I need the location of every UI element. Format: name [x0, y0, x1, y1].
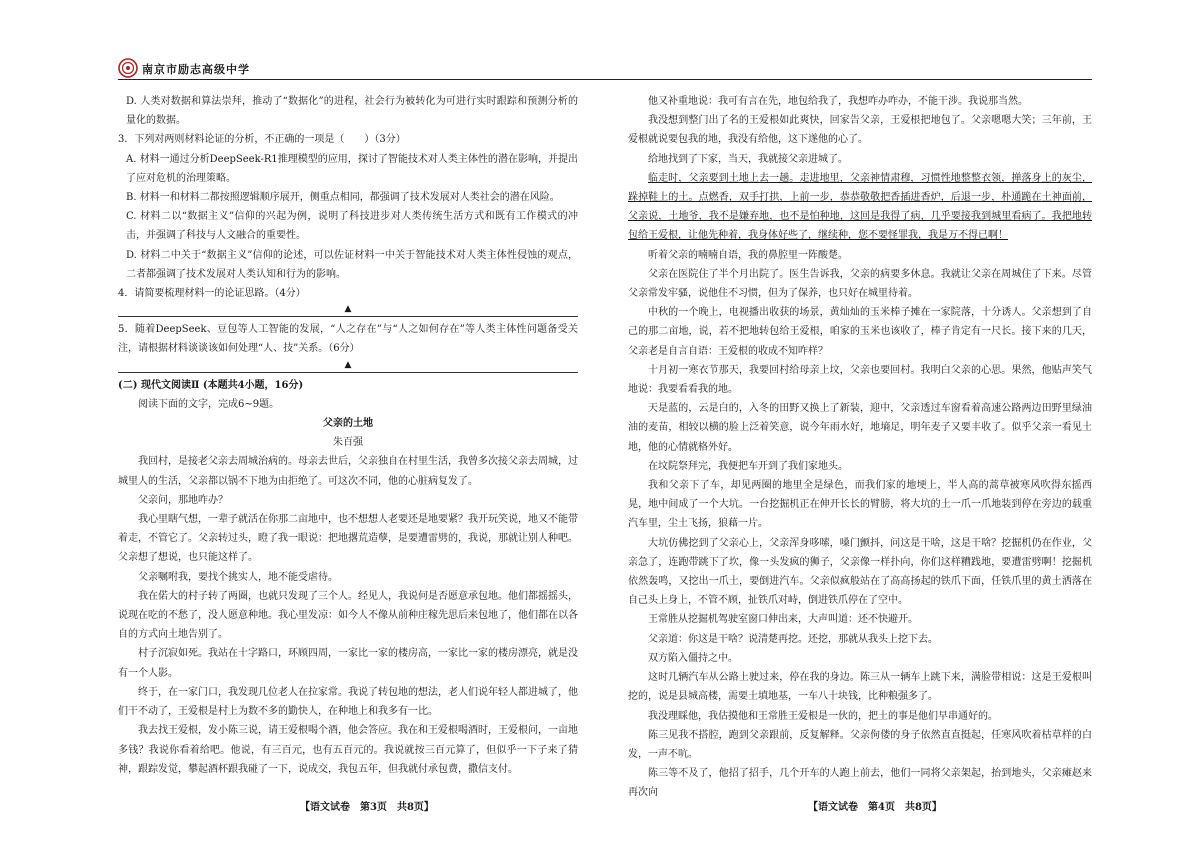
- underlined-paragraph: 临走时，父亲要到土地上去一趟。走进地里，父亲神情肃穆，习惯性地整整衣领，掸落身上的灰尘，跺掉鞋上的土。点燃香，双手打拱，上前一步，恭恭敬敬把香插进香炉，后退一步，朴通跪在土神面前，父亲说，土地爷，我不是嫌弃地，也不是怕种地，这回是我得了病，几乎要接我到城里看病了。我把地转包给王爱根，让他先种着，我身体好些了，继续种，您不要怪罪我，我是万不得已啊！: [628, 172, 1092, 242]
- question-option: C. 材料二以“数据主义”信仰的兴起为例，说明了科技进步对人类传统生活方式和既有工作模式的冲击，并强调了科技与人文融合的重要性。: [126, 211, 578, 242]
- question-option: D. 人类对数据和算法崇拜，推动了“数据化”的进程，社会行为被转化为可进行实时跟踪和预测分析的量化的数据。: [126, 96, 578, 127]
- question-4: 4．请简要梳理材料一的论证思路。（4分）: [118, 288, 306, 300]
- story-paragraph: 这时几辆汽车从公路上驶过来，停在我的身边。陈三从一辆车上跳下来，满脸带相说：这是王爱根叫挖的，说是县城高楼，需要土填地基，一车八十块钱，比种粮强多了。: [628, 672, 1092, 703]
- question-5: 5．随着DeepSeek、豆包等人工智能的发展，“人之存在”与“人之如何存在”等人类主体性问题备受关注，请根据材料谈谈该如何处理“人、技”关系。（6分）: [118, 324, 578, 355]
- story-author: 朱百强: [333, 437, 363, 449]
- story-paragraph: 我没理睬他，我估摸他和王常胜王爱根是一伙的，把土的事是他们早串通好的。: [648, 710, 998, 722]
- story-paragraph: 陈三等不及了，他招了招手，几个开车的人跑上前去，他们一同将父亲架起，抬到地头，父亲瘫赵来再次向: [628, 768, 1092, 799]
- story-paragraph: 我回村，是接老父亲去周城治病的。母亲去世后，父亲独自在村里生活，我曾多次接父亲去周城，过城里人的生活，父亲都以锅不下地为由拒绝了。可这次不同，他的心脏病复发了。: [118, 456, 578, 487]
- question-option: B. 材料一和材料二都按照逻辑顺序展开，侧重点相同，都强调了技术发展对人类社会的潜在风险。: [126, 192, 560, 204]
- right-column: [628, 92, 1092, 803]
- question-option: A. 材料一通过分析DeepSeek-R1推理模型的应用，探讨了智能技术对人类主体性的潜在影响，并提出了应对危机的治理策略。: [126, 153, 578, 184]
- story-paragraph: 父亲问，那地咋办？: [138, 494, 228, 506]
- left-column: [118, 92, 578, 779]
- story-paragraph: 我去找王爱根，发小陈三说，请王爱根喝个酒，他会答应。我在和王爱根喝酒时，王爱根问，一亩地多钱？我说你看着给吧。他说，有三百元，也有五百元的。我说就按三百元算了，但似乎一下子来了猜神，跟踪发觉，攀起酒杯跟我碰了一下，说成交，我包五年，但我就付承包费，撒信支付。: [118, 725, 578, 775]
- story-paragraph: 父亲在医院住了半个月出院了。医生告诉我，父亲的病要多休息。我就让父亲在周城住了下来。尽管父亲常发牢骚，说他住不习惯，但为了保养，也只好在城里待着。: [628, 268, 1092, 300]
- question-option: D. 材料二中关于“数据主义”信仰的论述，可以佐证材料一中关于智能技术对人类主体性侵蚀的观点，二者都强调了技术发展对人类认知和行为的影响。: [126, 249, 578, 280]
- triangle-icon: ▲: [344, 359, 352, 370]
- reading-instruction: 阅读下面的文字，完成6~9题。: [138, 398, 280, 410]
- answer-separator: [118, 360, 578, 374]
- page-footer-right: 【语文试卷 第4页 共8页】: [808, 802, 942, 813]
- story-paragraph: 我和父亲下了车，却见两圈的地里全是绿色，而我们家的地埂上，半人高的蒿草被寒风吹得东摇西晃，地中间成了一个大坑。一台挖掘机正在伸开长长的臂膀，将大坑的土一爪一爪地装到停在旁边的载重汽车里，尘土飞扬，狼藉一片。: [628, 480, 1092, 530]
- page-header: [118, 56, 1092, 80]
- story-paragraph: 听着父亲的喃喃自语，我的鼻腔里一阵酸楚。: [648, 249, 848, 261]
- story-paragraph: 我心里瞎气想，一辈子就活在你那二亩地中，也不想想人老要还是地要紧？我开玩笑说，地又不能带着走，不管它了。父亲转过头，瞪了我一眼说：把地撂荒造孽，是要遭雷劈的，我说，那就让别人种吧。父亲想了想说，也只能这样了。: [118, 514, 578, 564]
- story-paragraph: 给地找到了下家，当天，我就接父亲进城了。: [648, 153, 848, 165]
- triangle-icon: ▲: [344, 304, 352, 315]
- story-paragraph: 大坑仿佛挖到了父亲心上，父亲浑身哆嗦，嗓门颤抖，问这是干啥，这是干啥？挖掘机仍在作业，父亲急了，连跑带跳下了坎，像一头发疯的狮子，父亲像一样扑向，你们这样糟践地，要遭雷劈啊！挖掘机依然轰鸣，又挖出一爪土，要倒进汽车。父亲似疯般站在了高高扬起的铁爪下面，任铁爪里的黄土洒落在自己头上身上，不管不顾，扯铁爪对峙，倒进铁爪停在了空中。: [628, 537, 1092, 607]
- section-title: (二) 现代文阅读Ⅱ (本题共4小题，16分): [118, 379, 304, 391]
- story-paragraph: 父亲嘱咐我，要找个挑实人，地不能受虐待。: [138, 571, 338, 583]
- story-paragraph: 双方陷入僵持之中。: [648, 652, 738, 664]
- story-paragraph: 我在偌大的村子转了两圈，也就只发现了三个人。经见人，我说何是否愿意承包地。他们都摇摇头，说现在吃的不愁了，没人愿意种地。我心里发凉：如今人不像从前种庄稼先思后来包地了，他们都在以各自的方式向土地告别了。: [118, 590, 578, 641]
- header-rule: [118, 79, 1092, 80]
- story-paragraph: 他又补重地说：我可有言在先，地包给我了，我想咋办咋办，不能干涉。我说那当然。: [648, 96, 1028, 107]
- story-title: 父亲的土地: [323, 418, 373, 430]
- story-paragraph: 村子沉寂如死。我站在十字路口，环顾四周，一家比一家的楼房高，一家比一家的楼房漂亮，就是没有一个人影。: [118, 648, 578, 679]
- question-3: 3．下列对两则材料论证的分析，不正确的一项是（ ）（3分）: [118, 134, 406, 146]
- story-paragraph: 中秋的一个晚上，电视播出收获的场景，黄灿灿的玉米棒子摊在一家院落，十分诱人。父亲想到了自己的那二亩地，说，若不把地转包给王爱根，咱家的玉米也该收了，棒子肯定有一尺长。接下来的几天，父亲老是自言自语：王爱根的收成不知咋样？: [628, 307, 1092, 357]
- school-logo-icon: [118, 58, 138, 78]
- answer-separator: [118, 304, 578, 318]
- story-paragraph: 十月初一寒衣节那天，我要回村给母亲上坟，父亲也要回村。我明白父亲的心思。果然，他贴声笑气地说：我要看看我的地。: [628, 364, 1092, 396]
- school-name: 南京市励志高级中学: [142, 63, 250, 76]
- story-paragraph: 父亲道：你这是干啥？说清楚再挖。还挖，那就从我头上挖下去。: [648, 633, 938, 645]
- story-paragraph: 我没想到整门出了名的王爱根如此爽快，回家告父亲，王爱根把地包了。父亲嗯嗯大笑；三年前，王爱根就说要包我的地，我没有给他，这下遂他的心了。: [628, 115, 1092, 146]
- story-paragraph: 陈三见我不搭腔，跑到父亲跟前，反复解释。父亲佝偻的身子依然直直挺起，任寒风吹着枯草样的白发，一声不吭。: [628, 729, 1092, 760]
- story-paragraph: 天是蓝的，云是白的，入冬的田野又换上了新装，迎中，父亲透过车窗看着高速公路两边田野里绿油油的麦苗，相较以横的脸上泛着笑意，说今年雨水好，地墒足，明年麦子又要丰收了。似乎父亲一看见土地，他的心情就格外好。: [628, 403, 1092, 453]
- story-paragraph: 王常胜从挖掘机驾驶室窗口伸出来，大声叫道：还不快避开。: [648, 614, 918, 626]
- story-paragraph: 在坟院祭拜完，我便把车开到了我们家地头。: [648, 460, 848, 472]
- story-paragraph: 终于，在一家门口，我发现几位老人在拉家常。我说了转包地的想法，老人们说年轻人都进城了，他们干不动了，王爱根是村上为数不多的勤快人，在种地上和我多有一比。: [118, 686, 578, 718]
- page-footer-left: 【语文试卷 第3页 共8页】: [300, 802, 434, 813]
